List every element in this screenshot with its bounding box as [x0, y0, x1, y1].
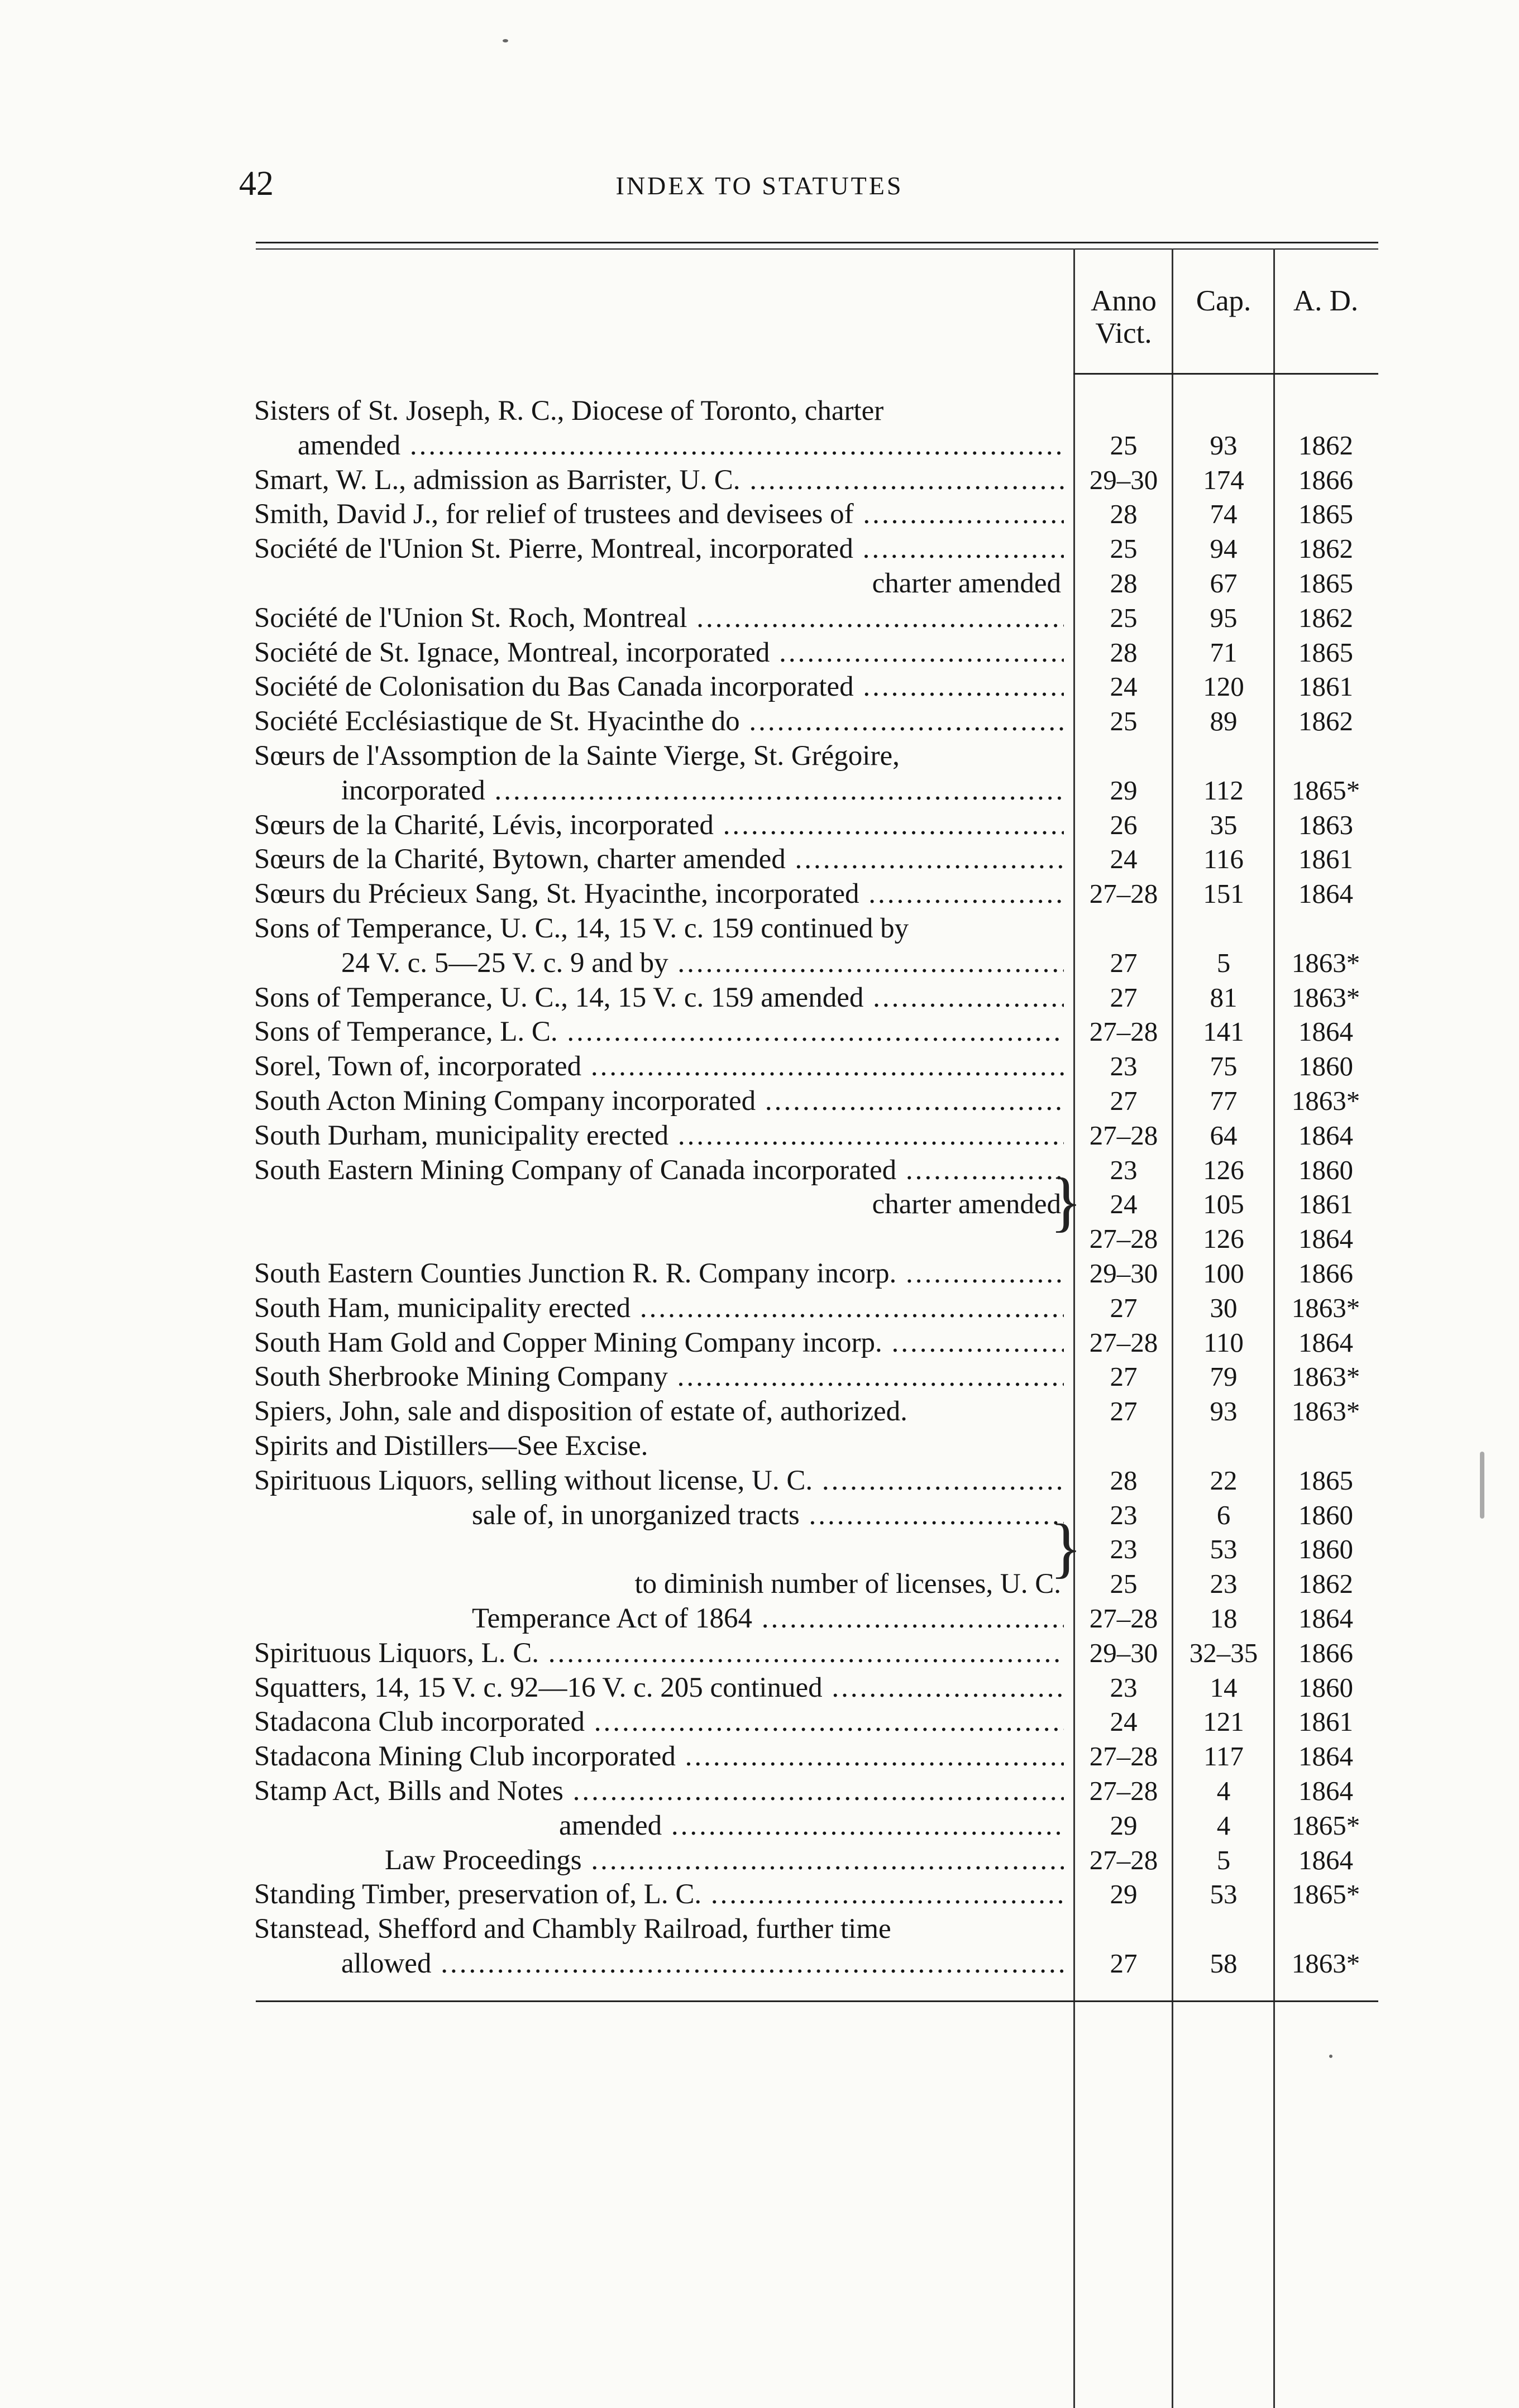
entry-cap: 81: [1210, 982, 1238, 1013]
entry-ad: 1863*: [1291, 1361, 1360, 1392]
entry-ad: 1861: [1298, 1189, 1353, 1219]
entry-anno: 23: [1110, 1672, 1138, 1703]
entry-text: Spirituous Liquors, L. C. .....: [254, 1636, 1064, 1670]
header-rule: [1073, 373, 1378, 375]
entry-text: Société de Colonisation du Bas Canada incorporated .....: [254, 669, 1064, 704]
entry-anno: 25: [1110, 602, 1138, 633]
entry-ad: 1863: [1298, 810, 1353, 840]
ink-speck: [1329, 2055, 1332, 2058]
entry-anno: 24: [1110, 1189, 1138, 1219]
entry-ad: 1864: [1298, 1016, 1353, 1047]
entry-ad: 1866: [1298, 1638, 1353, 1668]
entry-text: Sœurs de la Charité, Lévis, incorporated .....: [254, 808, 1064, 842]
entry-ad: 1860: [1298, 1672, 1353, 1703]
entry-ad: 1866: [1298, 1258, 1353, 1289]
entry-cap: 30: [1210, 1292, 1238, 1323]
brace-diminish-licenses: }: [1050, 1510, 1082, 1584]
entry-ad: 1863*: [1291, 1948, 1360, 1979]
entry-cap: 14: [1210, 1672, 1238, 1703]
entry-anno: 25: [1110, 533, 1138, 564]
entry-cap: 141: [1203, 1016, 1244, 1047]
entry-text: amended .....: [298, 428, 1064, 463]
entry-text: Squatters, 14, 15 V. c. 92—16 V. c. 205 continued .....: [254, 1670, 1064, 1705]
entry-cap: 64: [1210, 1120, 1238, 1151]
entry-cap: 74: [1210, 499, 1238, 529]
ink-speck: [503, 39, 508, 42]
entry-cap: 110: [1203, 1327, 1244, 1358]
entry-cap: 116: [1203, 844, 1244, 874]
entry-cap: 95: [1210, 602, 1238, 633]
entry-anno: 24: [1110, 844, 1138, 874]
entry-ad: 1865: [1298, 499, 1353, 529]
column-header-cap: Cap.: [1196, 285, 1251, 317]
entry-text: Spiers, John, sale and disposition of estate of, authorized.: [254, 1396, 907, 1427]
entry-text: Sons of Temperance, U. C., 14, 15 V. c. 159 continued by: [254, 913, 909, 944]
running-head: INDEX TO STATUTES: [615, 171, 904, 200]
entry-text: charter amended: [872, 568, 1061, 599]
entry-anno: 28: [1110, 499, 1138, 529]
entry-ad: 1861: [1298, 671, 1353, 702]
entry-anno: 25: [1110, 706, 1138, 736]
entry-anno: 24: [1110, 1706, 1138, 1737]
entry-cap: 22: [1210, 1465, 1238, 1496]
entry-text: Law Proceedings .....: [385, 1843, 1064, 1878]
entry-text: Spirits and Distillers—See Excise.: [254, 1430, 648, 1462]
entry-cap: 35: [1210, 810, 1238, 840]
entry-text: Stadacona Mining Club incorporated .....: [254, 1739, 1064, 1774]
entry-ad: 1860: [1298, 1155, 1353, 1185]
entry-anno: 27–28: [1089, 1775, 1158, 1806]
entry-ad: 1863*: [1291, 947, 1360, 978]
entry-cap: 121: [1203, 1706, 1244, 1737]
entry-text: Smith, David J., for relief of trustees and devisees of .....: [254, 497, 1064, 532]
entry-anno: 27–28: [1089, 878, 1158, 909]
entry-ad: 1860: [1298, 1534, 1353, 1564]
entry-cap: 77: [1210, 1085, 1238, 1116]
entry-cap: 53: [1210, 1879, 1238, 1909]
entry-cap: 100: [1203, 1258, 1244, 1289]
entry-anno: 29: [1110, 1879, 1138, 1909]
entry-cap: 93: [1210, 430, 1238, 461]
entry-text: to diminish number of licenses, U. C.: [634, 1568, 1061, 1600]
entry-text: Sons of Temperance, L. C. .....: [254, 1014, 1064, 1049]
entry-text: Sœurs du Précieux Sang, St. Hyacinthe, incorporated .....: [254, 877, 1064, 911]
entry-cap: 120: [1203, 671, 1244, 702]
entry-ad: 1865*: [1291, 775, 1360, 806]
entry-anno: 28: [1110, 1465, 1138, 1496]
entry-ad: 1865: [1298, 568, 1353, 599]
entry-text: Société Ecclésiastique de St. Hyacinthe do .....: [254, 704, 1064, 739]
entry-cap: 18: [1210, 1603, 1238, 1634]
entry-anno: 27–28: [1089, 1603, 1158, 1634]
entry-ad: 1863*: [1291, 1292, 1360, 1323]
entry-cap: 151: [1203, 878, 1244, 909]
entry-anno: 27: [1110, 982, 1138, 1013]
entry-ad: 1862: [1298, 430, 1353, 461]
entry-anno: 25: [1110, 1568, 1138, 1599]
entry-ad: 1865*: [1291, 1879, 1360, 1909]
top-rule: [256, 242, 1378, 243]
column-header-anno: [1076, 285, 1172, 350]
bottom-rule-visible: [256, 2000, 1378, 2002]
column-divider-left: [1073, 248, 1075, 2408]
entry-cap: 112: [1203, 775, 1244, 806]
entry-anno: 26: [1110, 810, 1138, 840]
entry-anno: 27: [1110, 1292, 1138, 1323]
entry-cap: 89: [1210, 706, 1238, 736]
entry-anno: 27: [1110, 1361, 1138, 1392]
entry-text: South Acton Mining Company incorporated .....: [254, 1084, 1064, 1118]
entry-ad: 1865: [1298, 1465, 1353, 1496]
entry-ad: 1863*: [1291, 1085, 1360, 1116]
entry-text: South Eastern Mining Company of Canada incorporated .....: [254, 1153, 1064, 1188]
entry-cap: 75: [1210, 1051, 1238, 1081]
entry-anno: 28: [1110, 637, 1138, 668]
entry-cap: 93: [1210, 1396, 1238, 1426]
entry-text: allowed .....: [341, 1946, 1064, 1981]
entry-anno: 27: [1110, 1948, 1138, 1979]
entry-text: Stanstead, Shefford and Chambly Railroad, further time: [254, 1913, 891, 1945]
top-rule-thin: [256, 248, 1378, 250]
entry-text: South Sherbrooke Mining Company .....: [254, 1359, 1064, 1394]
entry-cap: 5: [1216, 1845, 1231, 1875]
column-header-anno-line1: Anno: [1091, 285, 1157, 317]
entry-anno: 24: [1110, 671, 1138, 702]
entry-anno: 28: [1110, 568, 1138, 599]
entry-ad: 1860: [1298, 1051, 1353, 1081]
entry-text: 24 V. c. 5—25 V. c. 9 and by .....: [341, 946, 1064, 980]
entry-anno: 27: [1110, 1085, 1138, 1116]
entry-anno: 23: [1110, 1155, 1138, 1185]
entry-text: Smart, W. L., admission as Barrister, U. C. .....: [254, 463, 1064, 497]
entry-cap: 94: [1210, 533, 1238, 564]
entry-anno: 27: [1110, 1396, 1138, 1426]
entry-cap: 5: [1216, 947, 1231, 978]
entry-ad: 1864: [1298, 1223, 1353, 1254]
entry-ad: 1861: [1298, 844, 1353, 874]
entry-anno: 27–28: [1089, 1327, 1158, 1358]
entry-anno: 29–30: [1089, 1638, 1158, 1668]
ink-speck: [1480, 1452, 1484, 1519]
entry-ad: 1865*: [1291, 1810, 1360, 1841]
entry-anno: 29–30: [1089, 1258, 1158, 1289]
entry-ad: 1864: [1298, 1327, 1353, 1358]
column-header-ad: A. D.: [1293, 285, 1359, 317]
entry-cap: 126: [1203, 1155, 1244, 1185]
entry-ad: 1864: [1298, 878, 1353, 909]
entry-anno: 23: [1110, 1051, 1138, 1081]
brace-charter-amended: }: [1050, 1164, 1082, 1238]
entry-ad: 1865: [1298, 637, 1353, 668]
entry-ad: 1864: [1298, 1741, 1353, 1772]
entry-text: Société de l'Union St. Pierre, Montreal, incorporated .....: [254, 532, 1064, 566]
entry-anno: 27–28: [1089, 1741, 1158, 1772]
entry-ad: 1862: [1298, 1568, 1353, 1599]
entry-ad: 1864: [1298, 1845, 1353, 1875]
column-divider-mid: [1172, 248, 1173, 2408]
entry-anno: 23: [1110, 1534, 1138, 1564]
entry-ad: 1861: [1298, 1706, 1353, 1737]
entry-ad: 1860: [1298, 1500, 1353, 1530]
entry-ad: 1864: [1298, 1120, 1353, 1151]
page-number: 42: [239, 165, 274, 203]
entry-text: charter amended: [872, 1189, 1061, 1220]
entry-cap: 6: [1216, 1500, 1231, 1530]
entry-cap: 126: [1203, 1223, 1244, 1254]
entry-anno: 29: [1110, 1810, 1138, 1841]
entry-anno: 29: [1110, 775, 1138, 806]
entry-cap: 53: [1210, 1534, 1238, 1564]
entry-anno: 25: [1110, 430, 1138, 461]
entry-cap: 23: [1210, 1568, 1238, 1599]
entry-text: Sœurs de la Charité, Bytown, charter amended .....: [254, 842, 1064, 877]
entry-text: Sœurs de l'Assomption de la Sainte Vierge, St. Grégoire,: [254, 740, 900, 772]
entry-anno: 27: [1110, 947, 1138, 978]
entry-ad: 1862: [1298, 602, 1353, 633]
column-divider-right: [1273, 248, 1275, 2408]
entry-cap: 67: [1210, 568, 1238, 599]
entry-cap: 117: [1203, 1741, 1244, 1772]
entry-ad: 1864: [1298, 1603, 1353, 1634]
entry-text: Standing Timber, preservation of, L. C. .....: [254, 1877, 1064, 1912]
entry-cap: 58: [1210, 1948, 1238, 1979]
entry-text: Temperance Act of 1864 .....: [472, 1601, 1064, 1636]
entry-text: Stadacona Club incorporated .....: [254, 1705, 1064, 1739]
entry-cap: 32–35: [1189, 1638, 1258, 1668]
entry-anno: 29–30: [1089, 465, 1158, 495]
entry-ad: 1862: [1298, 706, 1353, 736]
entry-cap: 71: [1210, 637, 1238, 668]
entry-text: Spirituous Liquors, selling without license, U. C. .....: [254, 1463, 1064, 1498]
entry-anno: 27–28: [1089, 1845, 1158, 1875]
entry-text: Sisters of St. Joseph, R. C., Diocese of Toronto, charter: [254, 395, 884, 427]
entry-cap: 4: [1216, 1775, 1231, 1806]
entry-text: Société de l'Union St. Roch, Montreal .....: [254, 601, 1064, 635]
entry-text: South Eastern Counties Junction R. R. Company incorp. .....: [254, 1256, 1064, 1291]
entry-anno: 23: [1110, 1500, 1138, 1530]
entry-text: Sorel, Town of, incorporated .....: [254, 1049, 1064, 1084]
entry-text: South Durham, municipality erected .....: [254, 1118, 1064, 1153]
entry-cap: 105: [1203, 1189, 1244, 1219]
entry-cap: 79: [1210, 1361, 1238, 1392]
entry-ad: 1863*: [1291, 982, 1360, 1013]
entry-text: Stamp Act, Bills and Notes .....: [254, 1774, 1064, 1808]
entry-anno: 27–28: [1089, 1120, 1158, 1151]
entry-text: incorporated .....: [341, 773, 1064, 808]
entry-text: Sons of Temperance, U. C., 14, 15 V. c. 159 amended .....: [254, 980, 1064, 1015]
entry-text: South Ham Gold and Copper Mining Company incorp. .....: [254, 1325, 1064, 1360]
entry-ad: 1864: [1298, 1775, 1353, 1806]
entry-anno: 27–28: [1089, 1016, 1158, 1047]
entry-cap: 174: [1203, 465, 1244, 495]
entry-anno: 27–28: [1089, 1223, 1158, 1254]
entry-ad: 1862: [1298, 533, 1353, 564]
entry-cap: 4: [1216, 1810, 1231, 1841]
entry-ad: 1863*: [1291, 1396, 1360, 1426]
column-header-anno-line2: Vict.: [1095, 317, 1152, 350]
entry-ad: 1866: [1298, 465, 1353, 495]
entry-text: Société de St. Ignace, Montreal, incorporated .....: [254, 635, 1064, 670]
entry-text: sale of, in unorganized tracts .....: [472, 1498, 1064, 1533]
entry-text: South Ham, municipality erected .....: [254, 1291, 1064, 1325]
entry-text: amended .....: [559, 1808, 1064, 1843]
